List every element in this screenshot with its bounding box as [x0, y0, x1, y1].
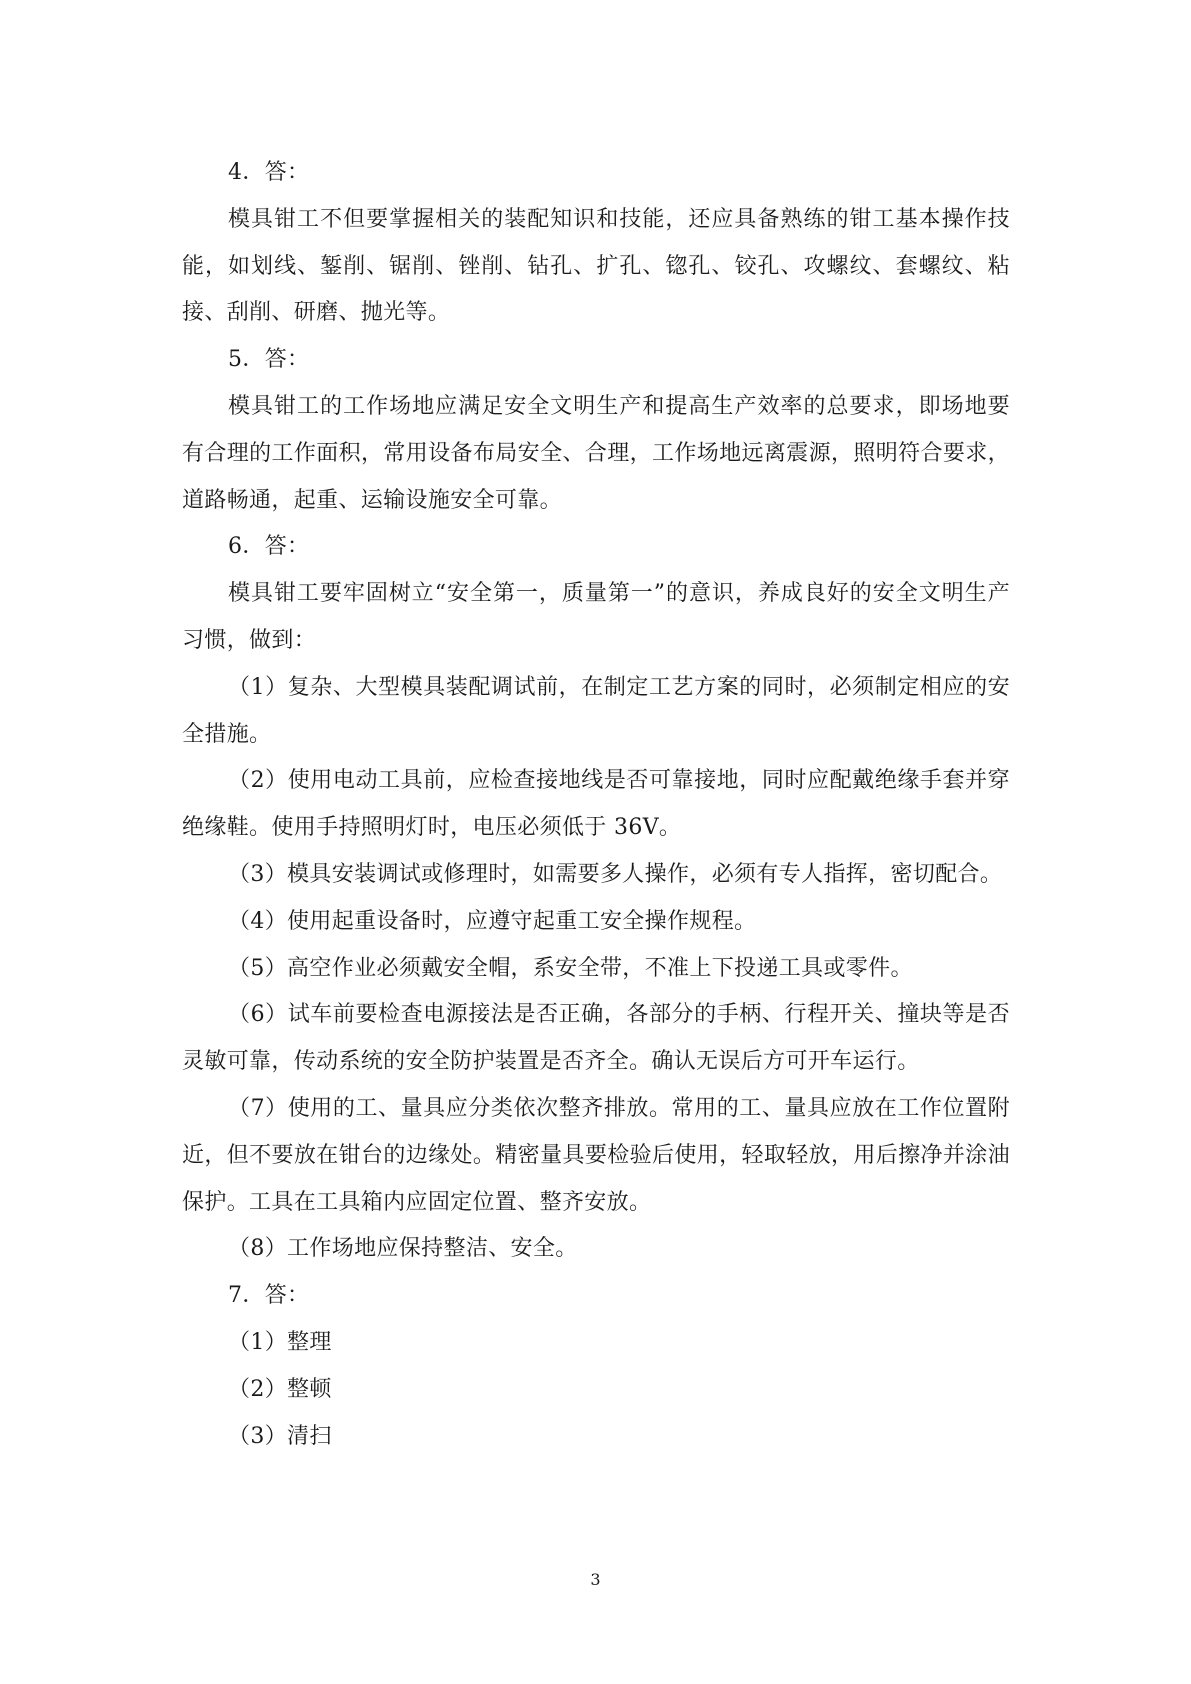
answer-heading-7: 7．答： — [228, 1283, 310, 1309]
answer-heading-5: 5．答： — [228, 347, 310, 373]
list-item: （2）整顿 — [228, 1376, 332, 1402]
list-item: （1）复杂、大型模具装配调试前，在制定工艺方案的同时，必须制定相应的安全措施。 — [182, 674, 1010, 747]
list-item: （3）清扫 — [228, 1423, 332, 1449]
list-item: （3）模具安装调试或修理时，如需要多人操作，必须有专人指挥，密切配合。 — [228, 861, 1003, 887]
answer-heading-4: 4．答： — [228, 160, 310, 185]
list-item: （5）高空作业必须戴安全帽，系安全带，不准上下投递工具或零件。 — [228, 955, 913, 981]
answer-heading-6: 6．答： — [228, 534, 310, 560]
list-item: （7）使用的工、量具应分类依次整齐排放。常用的工、量具应放在工作位置附近，但不要放在钳台的边缘处。精密量具要检验后使用，轻取轻放，用后擦净并涂油保护。工具在工具箱内应固定位置、整齐安放。 — [182, 1095, 1010, 1215]
list-item: （4）使用起重设备时，应遵守起重工安全操作规程。 — [228, 908, 757, 934]
list-item: （6）试车前要检查电源接法是否正确，各部分的手柄、行程开关、撞块等是否灵敏可靠，传动系统的安全防护装置是否齐全。确认无误后方可开车运行。 — [182, 1002, 1010, 1075]
page-body — [182, 150, 1010, 1460]
list-item: （8）工作场地应保持整洁、安全。 — [228, 1236, 578, 1262]
answer-paragraph: 模具钳工的工作场地应满足安全文明生产和提高生产效率的总要求，即场地要有合理的工作面积，常用设备布局安全、合理，工作场地远离震源，照明符合要求，道路畅通，起重、运输设施安全可靠。 — [182, 393, 1010, 513]
answer-paragraph: 模具钳工要牢固树立“安全第一，质量第一”的意识，养成良好的安全文明生产习惯，做到： — [182, 581, 1010, 653]
list-item: （2）使用电动工具前，应检查接地线是否可靠接地，同时应配戴绝缘手套并穿绝缘鞋。使用手持照明灯时，电压必须低于 36V。 — [182, 768, 1010, 841]
answer-paragraph: 模具钳工不但要掌握相关的装配知识和技能，还应具备熟练的钳工基本操作技能，如划线、錾削、锯削、锉削、钻孔、扩孔、锪孔、铰孔、攻螺纹、套螺纹、粘接、刮削、研磨、抛光等。 — [182, 206, 1010, 326]
page-number: 3 — [590, 1570, 601, 1589]
list-item: （1）整理 — [228, 1329, 332, 1355]
